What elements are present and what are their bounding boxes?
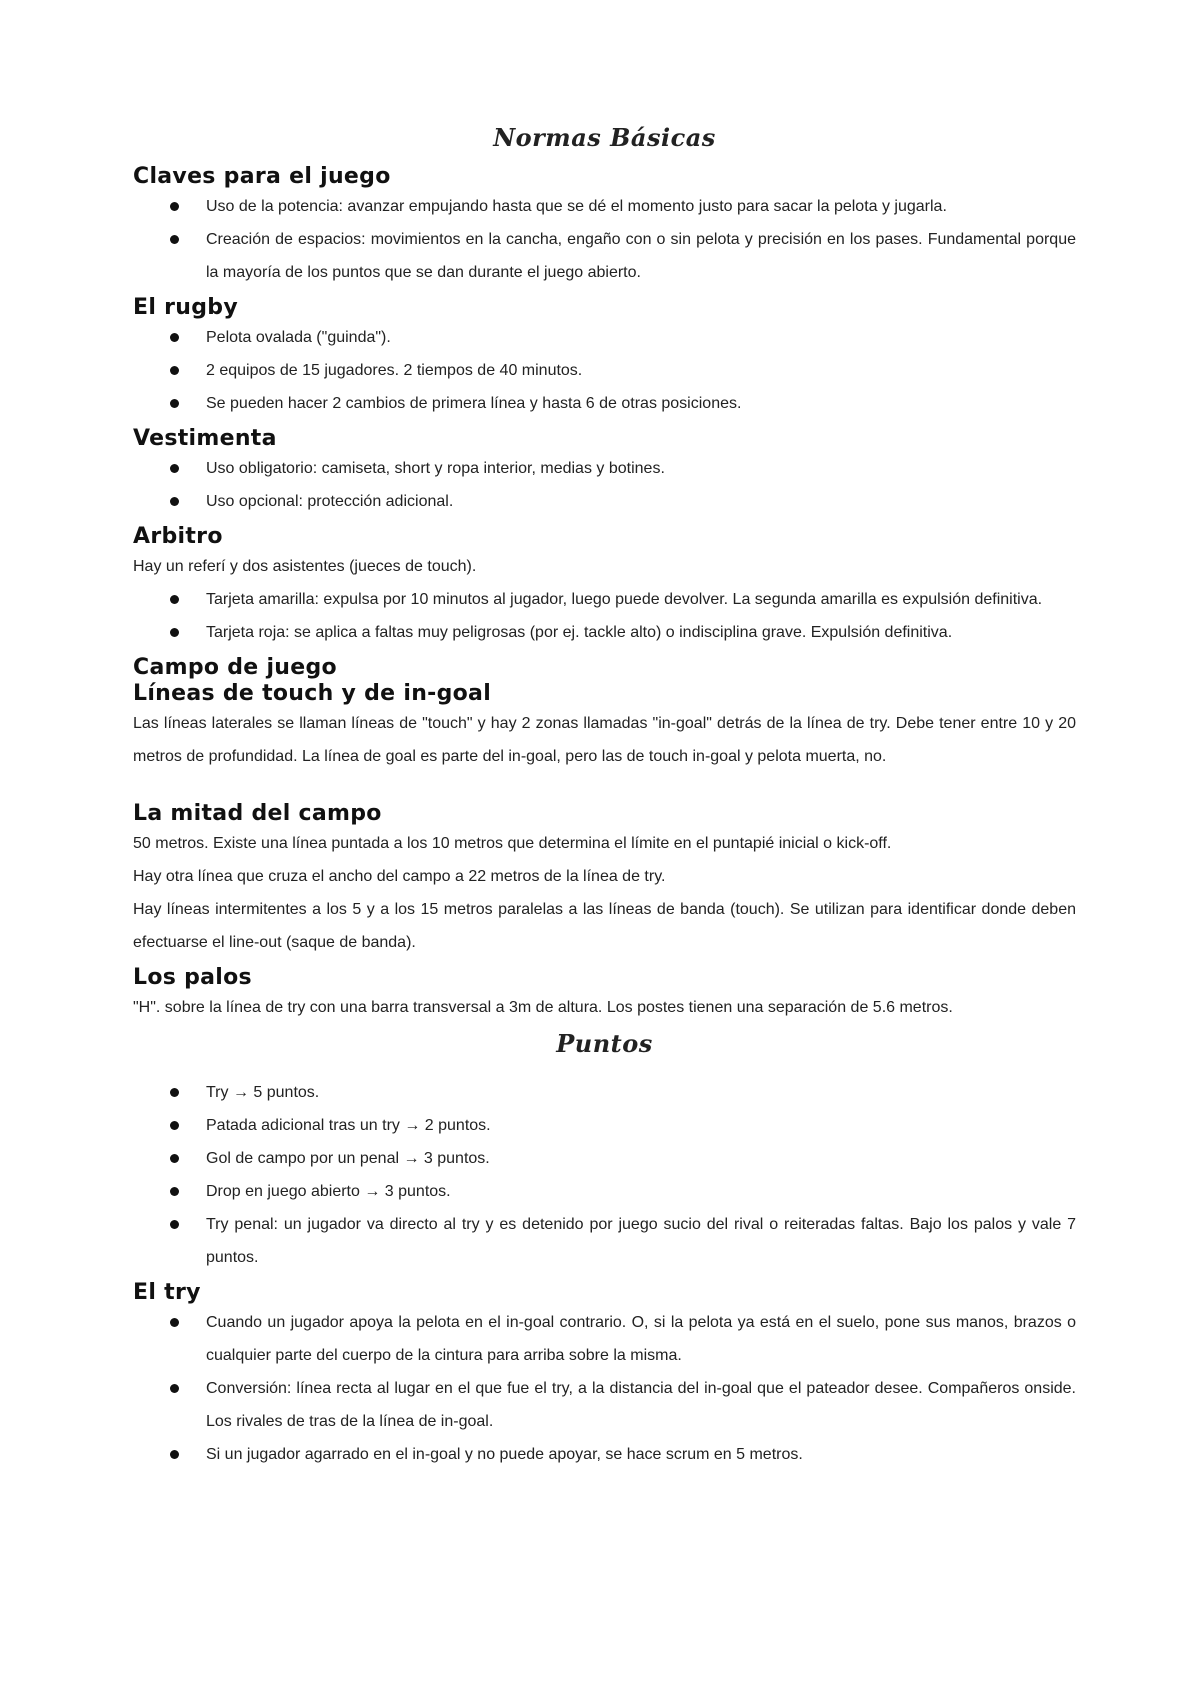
- list-item: Gol de campo por un penal → 3 puntos.: [133, 1142, 1076, 1175]
- subsection-heading-lineas: Líneas de touch y de in-goal: [133, 681, 492, 706]
- list-item: Pelota ovalada ("guinda").: [133, 321, 1076, 354]
- section-heading-campo: Campo de juego: [133, 655, 337, 680]
- section-heading-rugby: El rugby: [133, 295, 238, 320]
- list-puntos: [133, 1076, 1076, 1274]
- list-item: Uso opcional: protección adicional.: [133, 485, 1076, 518]
- list-item: Si un jugador agarrado en el in-goal y no puede apoyar, se hace scrum en 5 metros.: [133, 1438, 1076, 1471]
- section-heading-arbitro: Arbitro: [133, 524, 223, 549]
- palos-text: "H". sobre la línea de try con una barra transversal a 3m de altura. Los postes tienen una separación de 5.6 metros.: [133, 999, 953, 1016]
- list-item: Uso obligatorio: camiseta, short y ropa interior, medias y botines.: [133, 452, 1076, 485]
- list-item: Uso de la potencia: avanzar empujando hasta que se dé el momento justo para sacar la pelota y jugarla.: [133, 190, 1076, 223]
- section-heading-try: El try: [133, 1280, 201, 1305]
- mitad-paragraph: Hay líneas intermitentes a los 5 y a los 15 metros paralelas a las líneas de banda (touch). Se utilizan para identificar donde deben efectuarse el line-out (saque de banda).: [133, 901, 1076, 951]
- list-item: Tarjeta amarilla: expulsa por 10 minutos al jugador, luego puede devolver. La segunda amarilla es expulsión definitiva.: [133, 583, 1076, 616]
- list-item: Patada adicional tras un try → 2 puntos.: [133, 1109, 1076, 1142]
- list-item: Drop en juego abierto → 3 puntos.: [133, 1175, 1076, 1208]
- list-try: [133, 1306, 1076, 1471]
- section-heading-palos: Los palos: [133, 965, 252, 990]
- list-item: Tarjeta roja: se aplica a faltas muy peligrosas (por ej. tackle alto) o indisciplina grave. Expulsión definitiva.: [133, 616, 1076, 649]
- list-item: Se pueden hacer 2 cambios de primera línea y hasta 6 de otras posiciones.: [133, 387, 1076, 420]
- list-claves: [133, 190, 1076, 289]
- spacer: [133, 1066, 1076, 1076]
- arbitro-intro: Hay un referí y dos asistentes (jueces de touch).: [133, 558, 477, 575]
- spacer: [133, 773, 1076, 795]
- section-heading-puntos: Puntos: [556, 1029, 653, 1058]
- list-item: Try → 5 puntos.: [133, 1076, 1076, 1109]
- list-item: Try penal: un jugador va directo al try y es detenido por juego sucio del rival o reiteradas faltas. Bajo los palos y vale 7 puntos.: [133, 1208, 1076, 1274]
- list-item: Creación de espacios: movimientos en la cancha, engaño con o sin pelota y precisión en los pases. Fundamental porque la mayoría de los puntos que se dan durante el juego abierto.: [133, 223, 1076, 289]
- mitad-paragraph: Hay otra línea que cruza el ancho del campo a 22 metros de la línea de try.: [133, 868, 666, 885]
- section-heading-mitad: La mitad del campo: [133, 801, 382, 826]
- section-heading-claves: Claves para el juego: [133, 164, 391, 189]
- mitad-paragraph: 50 metros. Existe una línea puntada a los 10 metros que determina el límite en el puntapié inicial o kick-off.: [133, 835, 892, 852]
- document-page: [133, 118, 1076, 1471]
- list-item: Conversión: línea recta al lugar en el que fue el try, a la distancia del in-goal que el pateador desee. Compañeros onside. Los rivales de tras de la línea de in-goal.: [133, 1372, 1076, 1438]
- document-title: Normas Básicas: [493, 123, 716, 152]
- list-rugby: [133, 321, 1076, 420]
- list-item: Cuando un jugador apoya la pelota en el in-goal contrario. O, si la pelota ya está en el suelo, pone sus manos, brazos o cualquier parte del cuerpo de la cintura para arriba sobre la misma.: [133, 1306, 1076, 1372]
- list-vestimenta: [133, 452, 1076, 518]
- list-arbitro: [133, 583, 1076, 649]
- section-heading-vestimenta: Vestimenta: [133, 426, 277, 451]
- list-item: 2 equipos de 15 jugadores. 2 tiempos de 40 minutos.: [133, 354, 1076, 387]
- campo-text: Las líneas laterales se llaman líneas de "touch" y hay 2 zonas llamadas "in-goal" detrás de la línea de try. Debe tener entre 10 y 20 metros de profundidad. La línea de goal es parte del in-goal, pero las de touch in-goal y pelota muerta, no.: [133, 715, 1076, 765]
